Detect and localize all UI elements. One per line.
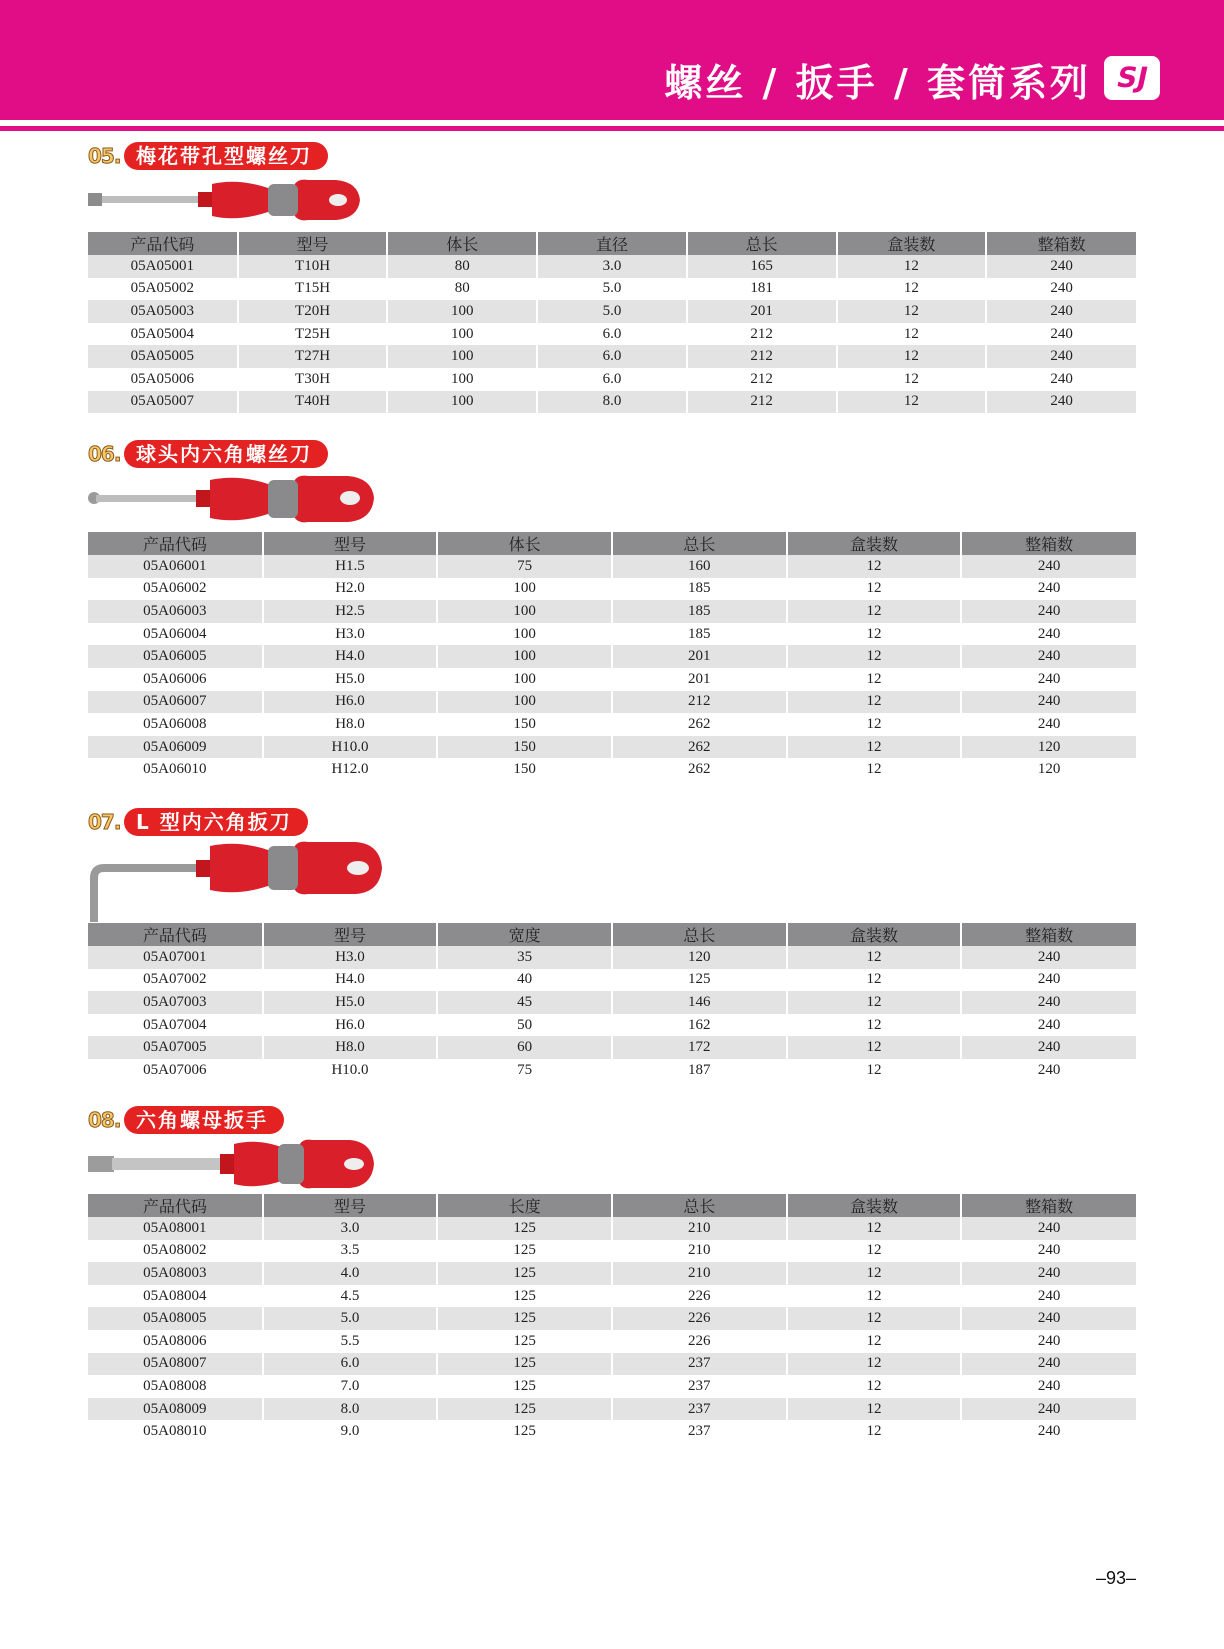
table-cell: 12: [787, 645, 962, 668]
section-heading: [88, 142, 1136, 172]
table-row: [88, 368, 1136, 391]
table-row: [88, 1375, 1136, 1398]
table-cell: 05A06009: [88, 736, 263, 759]
table-cell: 240: [986, 345, 1136, 368]
table-cell: H2.0: [263, 578, 438, 601]
table-cell: 185: [612, 578, 787, 601]
table-cell: 240: [986, 323, 1136, 346]
table-cell: 05A08003: [88, 1262, 263, 1285]
column-header: 盒装数: [787, 1194, 962, 1217]
table-cell: H4.0: [263, 969, 438, 992]
table-cell: 8.0: [537, 391, 687, 414]
table-cell: 100: [387, 345, 537, 368]
section-title: L 型内六角扳刀: [124, 808, 308, 836]
section-number: 05.: [88, 144, 121, 168]
torx-screwdriver-icon: [88, 172, 1136, 232]
table-cell: 05A06001: [88, 555, 263, 578]
spec-table: [88, 923, 1136, 1082]
table-cell: 05A05002: [88, 278, 238, 301]
nut-driver-icon: [88, 1136, 1136, 1194]
table-cell: 4.5: [263, 1285, 438, 1308]
table-cell: 237: [612, 1353, 787, 1376]
table-row: [88, 323, 1136, 346]
spec-table: [88, 532, 1136, 781]
column-header: 型号: [238, 232, 388, 255]
table-cell: 75: [437, 555, 612, 578]
table-header-row: [88, 532, 1136, 555]
table-row: [88, 391, 1136, 414]
table-cell: 100: [437, 623, 612, 646]
section-07: [88, 808, 1136, 1082]
table-row: [88, 600, 1136, 623]
table-cell: 12: [787, 555, 962, 578]
table-cell: H10.0: [263, 736, 438, 759]
table-cell: H6.0: [263, 691, 438, 714]
table-row: [88, 623, 1136, 646]
table-cell: 201: [687, 300, 837, 323]
table-cell: 12: [837, 345, 987, 368]
column-header: 总长: [612, 532, 787, 555]
table-cell: 12: [787, 1330, 962, 1353]
table-cell: 5.0: [263, 1307, 438, 1330]
table-cell: 12: [787, 668, 962, 691]
table-row: [88, 1014, 1136, 1037]
table-cell: H3.0: [263, 946, 438, 969]
table-cell: 125: [437, 1420, 612, 1443]
table-cell: 125: [437, 1307, 612, 1330]
table-cell: 100: [437, 645, 612, 668]
table-cell: 12: [787, 691, 962, 714]
table-cell: 05A06010: [88, 758, 263, 781]
table-cell: 60: [437, 1036, 612, 1059]
column-header: 型号: [263, 1194, 438, 1217]
table-cell: 240: [961, 1330, 1136, 1353]
table-cell: 12: [787, 713, 962, 736]
table-cell: 100: [387, 300, 537, 323]
table-cell: 6.0: [537, 323, 687, 346]
table-cell: 05A06004: [88, 623, 263, 646]
table-cell: 172: [612, 1036, 787, 1059]
table-row: [88, 713, 1136, 736]
table-cell: 240: [961, 623, 1136, 646]
table-cell: 262: [612, 713, 787, 736]
table-row: [88, 1353, 1136, 1376]
table-row: [88, 1262, 1136, 1285]
table-header-row: [88, 923, 1136, 946]
table-cell: 05A05001: [88, 255, 238, 278]
table-cell: 05A06003: [88, 600, 263, 623]
table-cell: 12: [787, 1262, 962, 1285]
table-cell: 05A05004: [88, 323, 238, 346]
spec-table: [88, 1194, 1136, 1443]
table-cell: 05A08005: [88, 1307, 263, 1330]
table-header-row: [88, 232, 1136, 255]
page-number: –93–: [1095, 1568, 1136, 1588]
table-cell: 125: [437, 1217, 612, 1240]
table-cell: 05A06006: [88, 668, 263, 691]
table-cell: 181: [687, 278, 837, 301]
table-cell: 240: [961, 600, 1136, 623]
column-header: 体长: [387, 232, 537, 255]
table-row: [88, 736, 1136, 759]
table-row: [88, 691, 1136, 714]
table-cell: 12: [837, 391, 987, 414]
column-header: 整箱数: [961, 923, 1136, 946]
table-row: [88, 1036, 1136, 1059]
table-cell: 5.5: [263, 1330, 438, 1353]
table-row: [88, 345, 1136, 368]
table-cell: 240: [961, 555, 1136, 578]
table-cell: 40: [437, 969, 612, 992]
table-cell: 100: [437, 600, 612, 623]
table-cell: 05A08010: [88, 1420, 263, 1443]
table-cell: 187: [612, 1059, 787, 1082]
table-cell: H4.0: [263, 645, 438, 668]
table-cell: 125: [437, 1375, 612, 1398]
table-cell: 3.0: [537, 255, 687, 278]
table-cell: 100: [387, 391, 537, 414]
table-cell: 240: [961, 969, 1136, 992]
table-cell: 240: [961, 668, 1136, 691]
table-cell: 210: [612, 1262, 787, 1285]
table-cell: 240: [961, 1375, 1136, 1398]
table-cell: H6.0: [263, 1014, 438, 1037]
table-cell: 05A08001: [88, 1217, 263, 1240]
table-cell: 12: [787, 1420, 962, 1443]
table-cell: T27H: [238, 345, 388, 368]
table-cell: 75: [437, 1059, 612, 1082]
table-cell: 240: [986, 368, 1136, 391]
table-cell: 35: [437, 946, 612, 969]
table-cell: 05A05005: [88, 345, 238, 368]
table-cell: 12: [787, 1217, 962, 1240]
table-cell: 6.0: [263, 1353, 438, 1376]
column-header: 型号: [263, 532, 438, 555]
table-cell: 237: [612, 1420, 787, 1443]
column-header: 直径: [537, 232, 687, 255]
table-cell: 12: [787, 969, 962, 992]
table-cell: T30H: [238, 368, 388, 391]
table-cell: 237: [612, 1398, 787, 1421]
table-cell: H5.0: [263, 991, 438, 1014]
table-cell: 240: [961, 1014, 1136, 1037]
table-row: [88, 1285, 1136, 1308]
table-cell: 240: [961, 1353, 1136, 1376]
table-cell: 185: [612, 600, 787, 623]
section-08: [88, 1106, 1136, 1443]
column-header: 总长: [612, 1194, 787, 1217]
table-row: [88, 1059, 1136, 1082]
table-cell: 237: [612, 1375, 787, 1398]
table-cell: 12: [837, 278, 987, 301]
column-header: 体长: [437, 532, 612, 555]
table-cell: 240: [961, 645, 1136, 668]
table-cell: H2.5: [263, 600, 438, 623]
table-cell: 240: [986, 278, 1136, 301]
table-cell: 5.0: [537, 300, 687, 323]
table-cell: T15H: [238, 278, 388, 301]
table-cell: 226: [612, 1330, 787, 1353]
section-title: 梅花带孔型螺丝刀: [124, 142, 328, 170]
table-cell: H10.0: [263, 1059, 438, 1082]
table-cell: 240: [961, 991, 1136, 1014]
table-cell: 05A06005: [88, 645, 263, 668]
table-cell: 240: [986, 300, 1136, 323]
table-cell: H8.0: [263, 713, 438, 736]
table-cell: 12: [787, 758, 962, 781]
table-cell: 210: [612, 1217, 787, 1240]
column-header: 总长: [612, 923, 787, 946]
table-cell: 05A07002: [88, 969, 263, 992]
table-row: [88, 946, 1136, 969]
table-cell: 12: [787, 600, 962, 623]
table-row: [88, 278, 1136, 301]
table-cell: 240: [961, 713, 1136, 736]
section-heading: [88, 1106, 1136, 1136]
column-header: 总长: [687, 232, 837, 255]
table-row: [88, 1217, 1136, 1240]
table-cell: 100: [437, 668, 612, 691]
table-cell: 7.0: [263, 1375, 438, 1398]
page-title: 螺丝 / 扳手 / 套筒系列: [664, 61, 1091, 105]
table-cell: 6.0: [537, 368, 687, 391]
table-cell: T20H: [238, 300, 388, 323]
table-row: [88, 300, 1136, 323]
table-cell: 6.0: [537, 345, 687, 368]
ball-hex-screwdriver-icon: [88, 470, 1136, 532]
table-cell: 05A05007: [88, 391, 238, 414]
table-cell: 240: [961, 1420, 1136, 1443]
table-cell: 05A08008: [88, 1375, 263, 1398]
table-cell: 125: [437, 1262, 612, 1285]
table-row: [88, 1330, 1136, 1353]
table-cell: 05A06007: [88, 691, 263, 714]
table-cell: 8.0: [263, 1398, 438, 1421]
table-cell: 3.0: [263, 1217, 438, 1240]
table-row: [88, 1398, 1136, 1421]
header-divider: [0, 126, 1224, 131]
table-cell: 12: [837, 368, 987, 391]
table-cell: 120: [612, 946, 787, 969]
table-cell: 100: [437, 691, 612, 714]
table-cell: 12: [787, 946, 962, 969]
table-cell: 05A08006: [88, 1330, 263, 1353]
column-header: 产品代码: [88, 232, 238, 255]
table-row: [88, 255, 1136, 278]
table-cell: 240: [961, 1285, 1136, 1308]
table-cell: 4.0: [263, 1262, 438, 1285]
section-06: [88, 440, 1136, 781]
table-cell: 160: [612, 555, 787, 578]
table-cell: 100: [437, 578, 612, 601]
table-header-row: [88, 1194, 1136, 1217]
table-cell: 125: [437, 1398, 612, 1421]
table-cell: 12: [787, 1036, 962, 1059]
table-cell: 05A05006: [88, 368, 238, 391]
table-cell: 12: [837, 300, 987, 323]
column-header: 型号: [263, 923, 438, 946]
table-cell: 150: [437, 713, 612, 736]
column-header: 产品代码: [88, 1194, 263, 1217]
table-cell: 240: [961, 1217, 1136, 1240]
table-row: [88, 555, 1136, 578]
table-cell: 240: [961, 1307, 1136, 1330]
table-cell: 212: [687, 368, 837, 391]
table-cell: 12: [787, 736, 962, 759]
table-cell: 12: [787, 1240, 962, 1263]
table-row: [88, 969, 1136, 992]
table-cell: 05A05003: [88, 300, 238, 323]
table-cell: H8.0: [263, 1036, 438, 1059]
table-cell: 9.0: [263, 1420, 438, 1443]
table-cell: 240: [986, 391, 1136, 414]
table-cell: 150: [437, 758, 612, 781]
table-cell: T10H: [238, 255, 388, 278]
column-header: 产品代码: [88, 532, 263, 555]
column-header: 长度: [437, 1194, 612, 1217]
table-cell: 12: [787, 578, 962, 601]
table-cell: 80: [387, 255, 537, 278]
table-cell: 262: [612, 758, 787, 781]
table-cell: 12: [787, 991, 962, 1014]
table-row: [88, 758, 1136, 781]
table-cell: 05A08009: [88, 1398, 263, 1421]
table-cell: 12: [787, 1353, 962, 1376]
table-cell: 262: [612, 736, 787, 759]
table-cell: 3.5: [263, 1240, 438, 1263]
table-cell: 212: [612, 691, 787, 714]
table-cell: 240: [961, 1036, 1136, 1059]
section-number: 07.: [88, 810, 121, 834]
table-row: [88, 1420, 1136, 1443]
table-cell: 05A07001: [88, 946, 263, 969]
section-05: [88, 142, 1136, 413]
table-cell: 45: [437, 991, 612, 1014]
section-number: 06.: [88, 442, 121, 466]
table-row: [88, 645, 1136, 668]
table-cell: 212: [687, 345, 837, 368]
table-cell: 201: [612, 668, 787, 691]
column-header: 盒装数: [787, 923, 962, 946]
table-cell: H5.0: [263, 668, 438, 691]
table-cell: 100: [387, 368, 537, 391]
table-cell: 212: [687, 323, 837, 346]
table-cell: 12: [787, 1307, 962, 1330]
table-cell: 201: [612, 645, 787, 668]
table-cell: 146: [612, 991, 787, 1014]
table-cell: 212: [687, 391, 837, 414]
table-cell: 05A08002: [88, 1240, 263, 1263]
table-cell: 125: [612, 969, 787, 992]
table-cell: 12: [787, 1285, 962, 1308]
table-cell: 162: [612, 1014, 787, 1037]
column-header: 整箱数: [961, 532, 1136, 555]
table-cell: 226: [612, 1307, 787, 1330]
table-cell: 125: [437, 1240, 612, 1263]
table-cell: T40H: [238, 391, 388, 414]
table-cell: 240: [961, 691, 1136, 714]
table-cell: 240: [961, 1240, 1136, 1263]
brand-logo-text: SJ: [1113, 61, 1151, 94]
table-cell: 05A07006: [88, 1059, 263, 1082]
column-header: 盒装数: [837, 232, 987, 255]
table-cell: 185: [612, 623, 787, 646]
table-cell: 12: [787, 1375, 962, 1398]
table-cell: 05A08004: [88, 1285, 263, 1308]
section-title: 球头内六角螺丝刀: [124, 440, 328, 468]
table-row: [88, 991, 1136, 1014]
section-title: 六角螺母扳手: [124, 1106, 284, 1134]
table-cell: 12: [787, 1398, 962, 1421]
table-cell: 150: [437, 736, 612, 759]
table-cell: 210: [612, 1240, 787, 1263]
table-cell: 12: [787, 1059, 962, 1082]
table-row: [88, 578, 1136, 601]
table-cell: 05A06002: [88, 578, 263, 601]
brand-logo: [1104, 56, 1160, 100]
table-cell: 240: [986, 255, 1136, 278]
table-cell: 125: [437, 1353, 612, 1376]
table-cell: H1.5: [263, 555, 438, 578]
table-row: [88, 668, 1136, 691]
table-cell: 05A08007: [88, 1353, 263, 1376]
column-header: 产品代码: [88, 923, 263, 946]
table-cell: 05A07005: [88, 1036, 263, 1059]
table-cell: 125: [437, 1285, 612, 1308]
table-cell: 240: [961, 946, 1136, 969]
table-cell: 5.0: [537, 278, 687, 301]
table-cell: 05A07003: [88, 991, 263, 1014]
section-heading: [88, 808, 1136, 838]
table-cell: T25H: [238, 323, 388, 346]
table-row: [88, 1240, 1136, 1263]
table-cell: 240: [961, 1398, 1136, 1421]
table-cell: 240: [961, 578, 1136, 601]
column-header: 宽度: [437, 923, 612, 946]
table-cell: 50: [437, 1014, 612, 1037]
table-cell: 226: [612, 1285, 787, 1308]
table-cell: 05A07004: [88, 1014, 263, 1037]
table-cell: 12: [787, 623, 962, 646]
table-cell: 240: [961, 1059, 1136, 1082]
table-cell: 240: [961, 1262, 1136, 1285]
column-header: 整箱数: [986, 232, 1136, 255]
table-cell: 12: [837, 323, 987, 346]
table-cell: 120: [961, 736, 1136, 759]
table-cell: 12: [787, 1014, 962, 1037]
table-cell: 120: [961, 758, 1136, 781]
table-cell: 100: [387, 323, 537, 346]
section-heading: [88, 440, 1136, 470]
table-cell: 05A06008: [88, 713, 263, 736]
table-cell: 80: [387, 278, 537, 301]
table-cell: H12.0: [263, 758, 438, 781]
column-header: 整箱数: [961, 1194, 1136, 1217]
table-cell: 12: [837, 255, 987, 278]
table-row: [88, 1307, 1136, 1330]
table-cell: H3.0: [263, 623, 438, 646]
table-cell: 165: [687, 255, 837, 278]
l-hex-key-driver-icon: [88, 838, 1136, 923]
column-header: 盒装数: [787, 532, 962, 555]
table-cell: 125: [437, 1330, 612, 1353]
spec-table: [88, 232, 1136, 413]
section-number: 08.: [88, 1108, 121, 1132]
